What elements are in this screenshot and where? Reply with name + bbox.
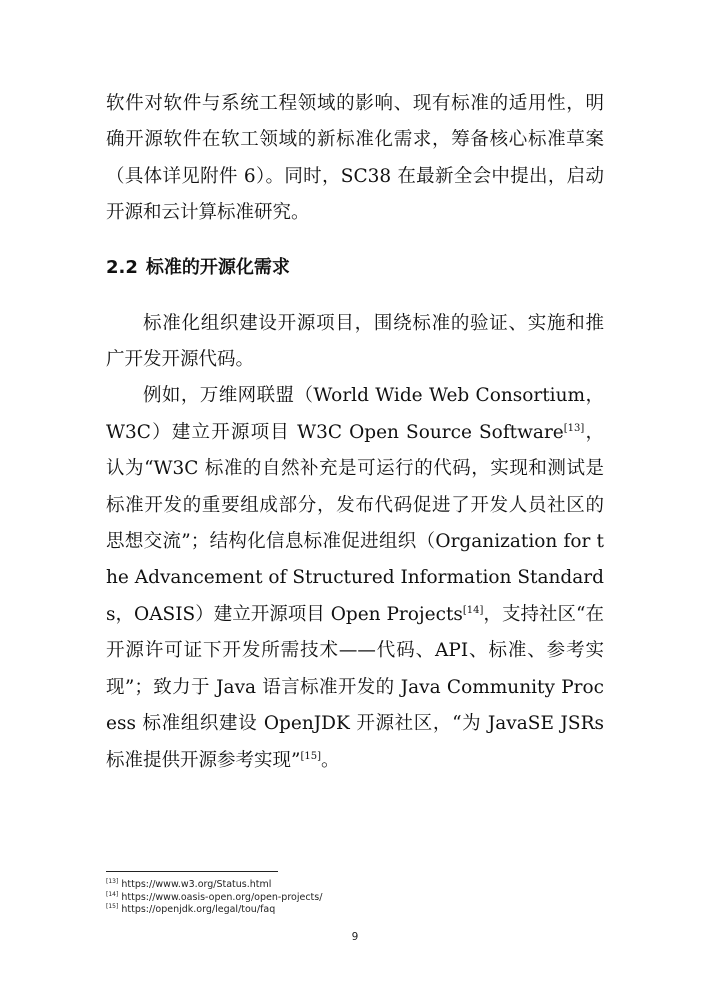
citation-15: [15]	[300, 750, 321, 762]
footnote-marker: [15]	[106, 902, 119, 910]
paragraph-continued: 软件对软件与系统工程领域的影响、现有标准的适用性，明确开源软件在软工领域的新标准化需求，筹备核心标准草案（具体详见附件 6）。同时，SC38 在最新全会中提出，启动开源和云计算标准研究。	[106, 93, 604, 224]
footnote-marker: [14]	[106, 890, 119, 898]
page-number: 9	[351, 931, 359, 943]
footnote-divider	[106, 871, 278, 872]
paragraph-standards-open-source: 标准化组织建设开源项目，围绕标准的验证、实施和推广开发开源代码。	[106, 312, 604, 371]
footnote-link[interactable]: https://www.w3.org/Status.html	[121, 879, 272, 890]
footnote-item	[106, 879, 606, 892]
citation-14: [14]	[462, 604, 484, 616]
footnote-link[interactable]: https://www.oasis-open.org/open-projects/	[121, 891, 323, 903]
paragraph-examples	[106, 378, 604, 778]
citation-13: [13]	[563, 422, 585, 434]
footnote-marker: [13]	[106, 877, 119, 885]
paragraph-examples-part-3: ，支持社区“在开源许可证下开发所需技术——代码、API、标准、参考实现”；致力于 Java 语言标准开发的 Java Community Process 标准组织建设 OpenJDK 开源社区，“为 JavaSE JSRs 标准提供开源参考实现”	[106, 603, 604, 771]
footnote-item	[106, 904, 606, 917]
footnote-item	[106, 892, 606, 905]
body-content	[106, 86, 604, 779]
footnotes	[106, 879, 606, 917]
section-title: 标准的开源化需求	[145, 256, 290, 278]
paragraph-examples-part-2: ，认为“W3C 标准的自然补充是可运行的代码，实现和测试是标准开发的重要组成部分，发布代码促进了开发人员社区的思想交流”；结构化信息标准促进组织（Organization for the Advancement of Structured Information Standards，OASIS）建立开源项目 Open Projects	[106, 421, 604, 625]
section-number: 2.2	[106, 256, 138, 278]
section-heading	[106, 250, 604, 286]
footnote-link[interactable]: https://openjdk.org/legal/tou/faq	[121, 904, 276, 915]
paragraph-examples-part-4: 。	[321, 749, 340, 771]
paragraph-examples-part-1: 例如，万维网联盟（World Wide Web Consortium，W3C）建立开源项目 W3C Open Source Software	[106, 385, 604, 443]
